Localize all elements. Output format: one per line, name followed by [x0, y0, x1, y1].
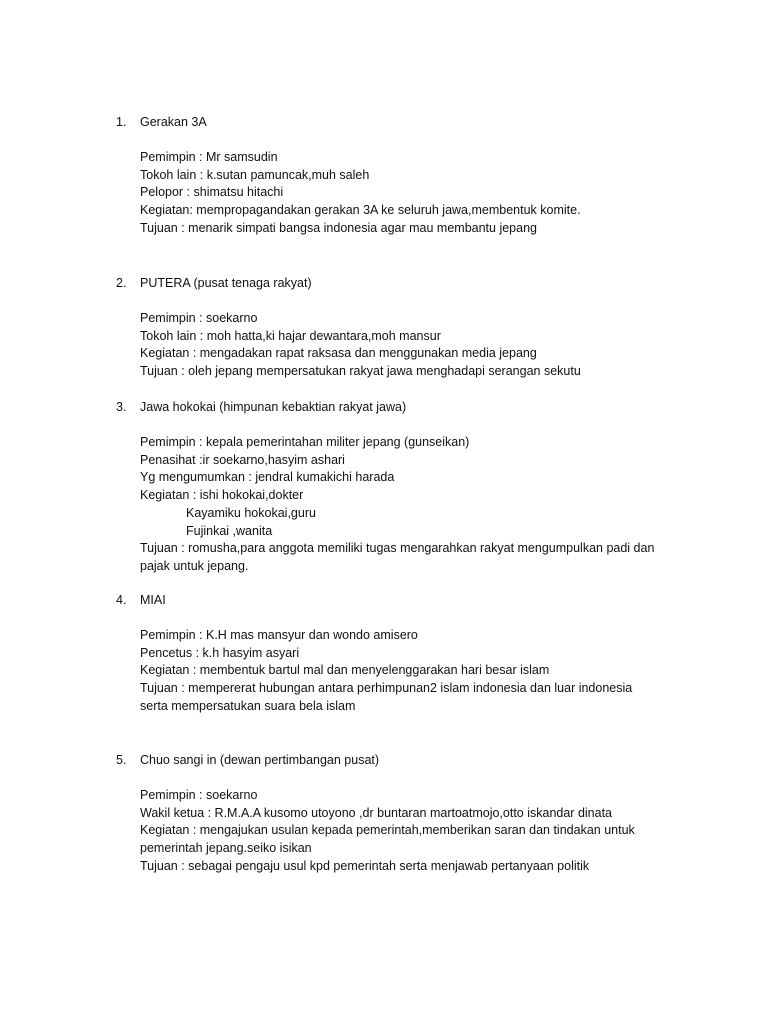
tujuan-line: Tujuan : oleh jepang mempersatukan rakyat jawa menghadapi serangan sekutu — [140, 364, 581, 379]
section-number: 3. — [116, 400, 127, 414]
section-title: Chuo sangi in (dewan pertimbangan pusat) — [140, 753, 380, 767]
pemimpin-line: Pemimpin : Mr samsudin — [140, 150, 278, 164]
tujuan-line: Tujuan : mempererat hubungan antara perhimpunan2 islam indonesia dan luar indonesia — [140, 681, 633, 696]
tujuan-continuation-line: serta mempersatukan suara bela islam — [140, 698, 356, 713]
section-body — [140, 627, 700, 716]
tokoh-lain-line: Tokoh lain : moh hatta,ki hajar dewantara,moh mansur — [140, 328, 441, 343]
yg-mengumumkan-line: Yg mengumumkan : jendral kumakichi harada — [140, 470, 395, 485]
tokoh-lain-line: Tokoh lain : k.sutan pamuncak,muh saleh — [140, 167, 370, 182]
section-body — [140, 149, 700, 238]
kegiatan-line: Kegiatan : mengadakan rapat raksasa dan menggunakan media jepang — [140, 346, 537, 361]
section-title: Jawa hokokai (himpunan kebaktian rakyat jawa) — [140, 400, 407, 414]
kegiatan-subline: Kayamiku hokokai,guru — [186, 505, 316, 520]
wakil-ketua-line: Wakil ketua : R.M.A.A kusomo utoyono ,dr buntaran martoatmojo,otto iskandar dinata — [140, 805, 612, 820]
section-body — [140, 787, 700, 876]
kegiatan-line: Kegiatan : ishi hokokai,dokter — [140, 488, 304, 503]
kegiatan-line: Kegiatan : membentuk bartul mal dan menyelenggarakan hari besar islam — [140, 663, 550, 678]
tujuan-line: Tujuan : romusha,para anggota memiliki tugas mengarahkan rakyat mengumpulkan padi dan — [140, 541, 655, 556]
penasihat-line: Penasihat :ir soekarno,hasyim ashari — [140, 452, 345, 467]
kegiatan-subline: Fujinkai ,wanita — [186, 523, 273, 538]
section-number: 4. — [116, 593, 127, 607]
section-number: 2. — [116, 276, 127, 290]
kegiatan-continuation-line: pemerintah jepang.seiko isikan — [140, 841, 312, 856]
pencetus-line: Pencetus : k.h hasyim asyari — [140, 645, 300, 660]
tujuan-line: Tujuan : sebagai pengaju usul kpd pemerintah serta menjawab pertanyaan politik — [140, 858, 590, 873]
pelopor-line: Pelopor : shimatsu hitachi — [140, 185, 284, 200]
tujuan-line: Tujuan : menarik simpati bangsa indonesia agar mau membantu jepang — [140, 220, 537, 235]
pemimpin-line: Pemimpin : K.H mas mansyur dan wondo amisero — [140, 628, 418, 642]
pemimpin-line: Pemimpin : soekarno — [140, 788, 258, 802]
section-title: PUTERA (pusat tenaga rakyat) — [140, 276, 312, 290]
section-body — [140, 310, 700, 381]
section-title: Gerakan 3A — [140, 115, 207, 129]
pemimpin-line: Pemimpin : kepala pemerintahan militer jepang (gunseikan) — [140, 435, 470, 449]
kegiatan-line: Kegiatan: mempropagandakan gerakan 3A ke seluruh jawa,membentuk komite. — [140, 203, 581, 218]
section-number: 5. — [116, 753, 127, 767]
pemimpin-line: Pemimpin : soekarno — [140, 311, 258, 325]
section-title: MIAI — [140, 593, 166, 607]
kegiatan-line: Kegiatan : mengajukan usulan kepada pemerintah,memberikan saran dan tindakan untuk — [140, 823, 635, 838]
tujuan-continuation-line: pajak untuk jepang. — [140, 558, 249, 573]
section-number: 1. — [116, 115, 127, 129]
section-body — [140, 434, 700, 576]
